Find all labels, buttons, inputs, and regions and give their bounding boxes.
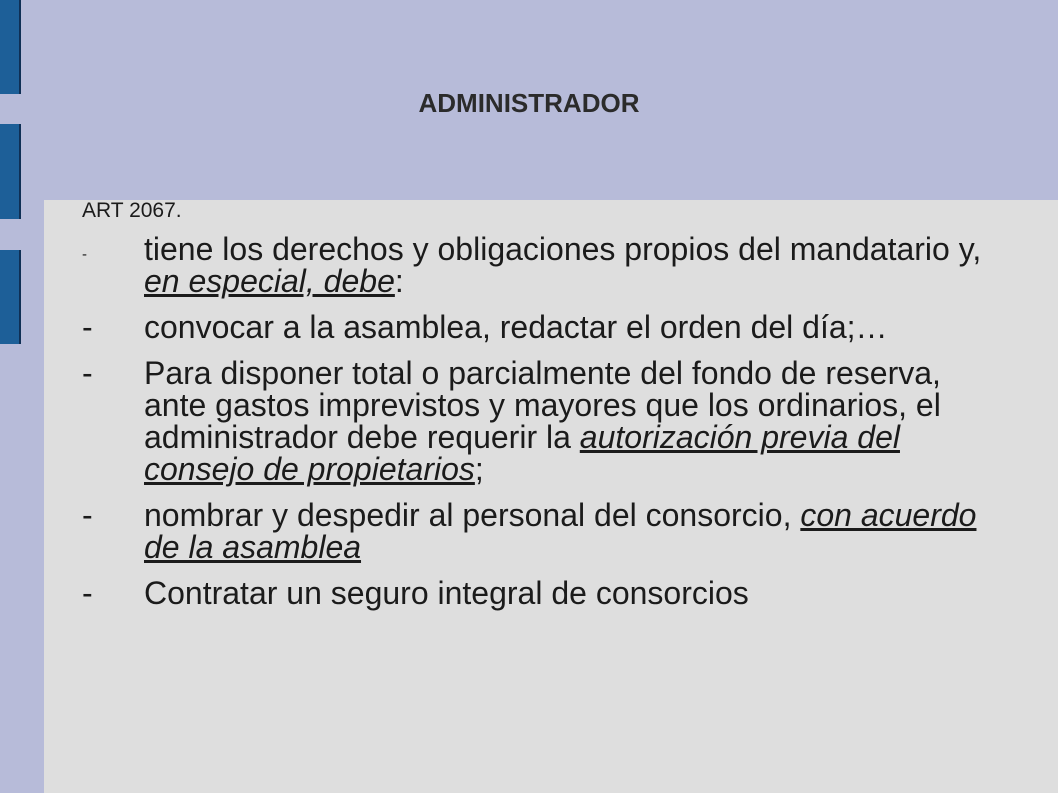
slide-title-text: ADMINISTRADOR [418, 88, 640, 118]
bullet-emphasis: en especial, debe [144, 263, 395, 299]
bullet-dash: - [82, 309, 93, 345]
bullet-text-end: ; [474, 451, 484, 487]
bullet-dash: - [82, 246, 87, 263]
bullet-emphasis: con acuerdo de la asamblea [144, 497, 977, 565]
bullet-item-3 [82, 357, 982, 485]
bullet-dash: - [82, 575, 93, 611]
bullet-item-5 [82, 577, 982, 609]
bullet-emphasis: autorización previa del consejo de propietarios [144, 419, 900, 487]
bullet-text: Contratar un seguro integral de consorcios [144, 575, 749, 611]
bullet-text-end: : [394, 263, 404, 299]
bullet-text: Para disponer total o parcialmente del fondo de reserva, ante gastos imprevistos y mayores que los ordinarios, el administrador debe requerir la [144, 355, 941, 455]
bullet-text: tiene los derechos y obligaciones propios del mandatario y, [144, 231, 982, 267]
bullet-dash: - [82, 355, 93, 391]
slide-title [0, 88, 1058, 119]
accent-bar-top [0, 0, 21, 94]
bullet-item-4 [82, 499, 982, 563]
bullet-text: convocar a la asamblea, redactar el orden del día;… [144, 309, 888, 345]
article-label: ART 2067. [82, 199, 182, 222]
slide-body [82, 198, 982, 623]
accent-bar-middle [0, 124, 21, 219]
bullet-text: nombrar y despedir al personal del consorcio, [144, 497, 801, 533]
bullet-item-2 [82, 311, 982, 343]
bullet-item-1 [82, 233, 982, 297]
accent-bar-bottom [0, 250, 21, 344]
bullet-dash: - [82, 497, 93, 533]
